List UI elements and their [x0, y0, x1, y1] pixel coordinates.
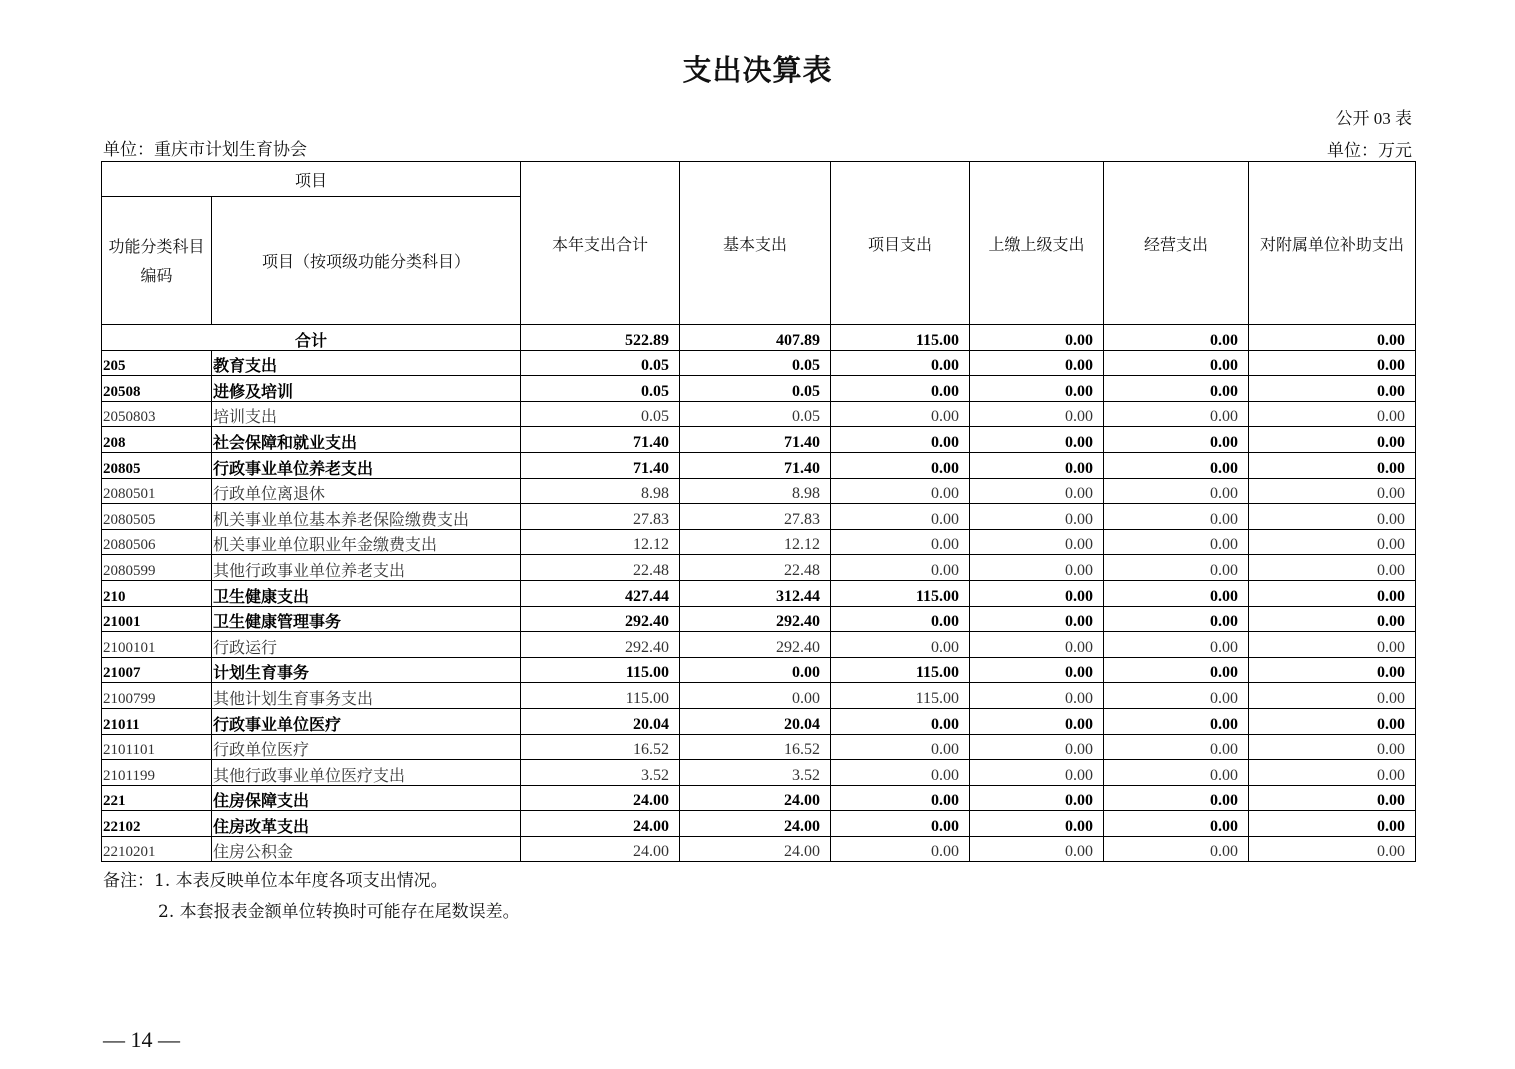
table-row — [102, 836, 1416, 862]
table-row — [102, 708, 1416, 734]
row-code: 21007 — [102, 657, 212, 683]
row-code: 21001 — [102, 606, 212, 632]
table-row — [102, 555, 1416, 581]
row-value: 0.00 — [970, 350, 1104, 376]
header-name: 项目（按项级功能分类科目） — [212, 197, 521, 325]
row-value: 0.00 — [1104, 478, 1249, 504]
table-row — [102, 427, 1416, 453]
row-code: 210 — [102, 580, 212, 606]
table-row — [102, 657, 1416, 683]
row-value: 0.00 — [831, 836, 970, 862]
note-1: 备注：1. 本表反映单位本年度各项支出情况。 — [103, 871, 448, 891]
row-value: 0.00 — [831, 529, 970, 555]
row-value: 22.48 — [521, 555, 680, 581]
row-code: 20508 — [102, 376, 212, 402]
row-value: 0.00 — [970, 452, 1104, 478]
header-subsidy: 对附属单位补助支出 — [1249, 162, 1416, 325]
header-business: 经营支出 — [1104, 162, 1249, 325]
table-row — [102, 683, 1416, 709]
row-value: 0.00 — [831, 760, 970, 786]
total-value: 0.00 — [1249, 325, 1416, 351]
row-code: 205 — [102, 350, 212, 376]
header-total: 本年支出合计 — [521, 162, 680, 325]
row-name: 教育支出 — [212, 350, 521, 376]
row-value: 0.00 — [1249, 760, 1416, 786]
row-value: 0.00 — [831, 555, 970, 581]
row-value: 0.00 — [831, 504, 970, 530]
table-row — [102, 529, 1416, 555]
row-name: 行政单位医疗 — [212, 734, 521, 760]
row-value: 22.48 — [680, 555, 831, 581]
row-value: 0.00 — [970, 478, 1104, 504]
row-value: 0.00 — [1104, 708, 1249, 734]
row-value: 0.00 — [1104, 350, 1249, 376]
row-value: 71.40 — [680, 452, 831, 478]
row-code: 2080505 — [102, 504, 212, 530]
row-value: 115.00 — [521, 683, 680, 709]
row-value: 0.00 — [1104, 504, 1249, 530]
row-value: 71.40 — [521, 427, 680, 453]
row-value: 24.00 — [680, 785, 831, 811]
row-value: 292.40 — [680, 632, 831, 658]
row-name: 其他行政事业单位养老支出 — [212, 555, 521, 581]
currency-unit: 单位：万元 — [1327, 141, 1412, 160]
table-row — [102, 504, 1416, 530]
row-value: 0.00 — [831, 708, 970, 734]
row-value: 0.00 — [831, 734, 970, 760]
row-value: 0.00 — [831, 478, 970, 504]
row-name: 其他计划生育事务支出 — [212, 683, 521, 709]
row-value: 427.44 — [521, 580, 680, 606]
row-value: 0.00 — [1104, 683, 1249, 709]
row-value: 0.00 — [1104, 811, 1249, 837]
row-value: 0.00 — [1104, 452, 1249, 478]
row-value: 0.00 — [831, 606, 970, 632]
row-value: 0.00 — [1104, 606, 1249, 632]
row-value: 20.04 — [680, 708, 831, 734]
row-code: 2100101 — [102, 632, 212, 658]
row-name: 机关事业单位基本养老保险缴费支出 — [212, 504, 521, 530]
row-value: 0.00 — [680, 657, 831, 683]
row-value: 0.00 — [1249, 376, 1416, 402]
row-value: 0.00 — [1249, 350, 1416, 376]
header-project: 项目 — [102, 162, 521, 197]
total-value: 522.89 — [521, 325, 680, 351]
row-value: 292.40 — [521, 606, 680, 632]
row-value: 24.00 — [680, 836, 831, 862]
row-value: 0.00 — [970, 708, 1104, 734]
table-row — [102, 760, 1416, 786]
row-value: 0.00 — [831, 350, 970, 376]
total-value: 0.00 — [1104, 325, 1249, 351]
total-value: 0.00 — [970, 325, 1104, 351]
row-code: 2100799 — [102, 683, 212, 709]
row-value: 0.00 — [1104, 734, 1249, 760]
row-value: 0.00 — [1249, 785, 1416, 811]
row-value: 0.00 — [970, 632, 1104, 658]
row-name: 卫生健康支出 — [212, 580, 521, 606]
row-value: 71.40 — [521, 452, 680, 478]
row-value: 0.00 — [1249, 632, 1416, 658]
row-value: 115.00 — [521, 657, 680, 683]
row-name: 机关事业单位职业年金缴费支出 — [212, 529, 521, 555]
row-value: 0.00 — [1249, 452, 1416, 478]
table-row — [102, 452, 1416, 478]
row-code: 221 — [102, 785, 212, 811]
row-value: 0.00 — [970, 376, 1104, 402]
row-value: 0.00 — [1249, 811, 1416, 837]
row-value: 27.83 — [521, 504, 680, 530]
note-2: 2. 本套报表金额单位转换时可能存在尾数误差。 — [158, 902, 520, 922]
row-value: 0.00 — [1104, 836, 1249, 862]
row-name: 住房保障支出 — [212, 785, 521, 811]
table-row — [102, 376, 1416, 402]
row-value: 0.00 — [970, 580, 1104, 606]
row-value: 0.00 — [1249, 657, 1416, 683]
row-value: 0.00 — [831, 785, 970, 811]
row-value: 0.00 — [831, 427, 970, 453]
row-code: 2210201 — [102, 836, 212, 862]
row-value: 0.00 — [1249, 606, 1416, 632]
row-value: 0.00 — [831, 376, 970, 402]
row-value: 0.00 — [1249, 529, 1416, 555]
row-value: 0.00 — [1104, 401, 1249, 427]
table-row — [102, 734, 1416, 760]
row-value: 0.00 — [1249, 580, 1416, 606]
row-code: 208 — [102, 427, 212, 453]
row-value: 115.00 — [831, 657, 970, 683]
row-name: 行政单位离退休 — [212, 478, 521, 504]
row-value: 0.00 — [1249, 683, 1416, 709]
row-value: 16.52 — [680, 734, 831, 760]
row-value: 0.00 — [831, 452, 970, 478]
table-row — [102, 785, 1416, 811]
row-name: 计划生育事务 — [212, 657, 521, 683]
row-value: 0.00 — [1104, 785, 1249, 811]
row-value: 12.12 — [521, 529, 680, 555]
row-value: 0.00 — [970, 785, 1104, 811]
total-row — [102, 325, 1416, 351]
row-value: 0.00 — [970, 734, 1104, 760]
row-value: 312.44 — [680, 580, 831, 606]
row-value: 0.05 — [521, 401, 680, 427]
row-value: 0.00 — [1249, 734, 1416, 760]
row-value: 3.52 — [680, 760, 831, 786]
row-value: 0.00 — [970, 760, 1104, 786]
row-value: 0.00 — [1249, 708, 1416, 734]
total-value: 407.89 — [680, 325, 831, 351]
row-name: 行政运行 — [212, 632, 521, 658]
row-value: 0.00 — [1104, 632, 1249, 658]
row-name: 行政事业单位医疗 — [212, 708, 521, 734]
row-value: 0.00 — [1104, 555, 1249, 581]
row-code: 2080506 — [102, 529, 212, 555]
row-value: 0.00 — [970, 427, 1104, 453]
row-value: 0.00 — [1104, 760, 1249, 786]
table-row — [102, 478, 1416, 504]
header-code: 功能分类科目编码 — [102, 197, 212, 325]
row-value: 0.00 — [680, 683, 831, 709]
row-value: 0.00 — [1104, 580, 1249, 606]
row-value: 24.00 — [521, 811, 680, 837]
row-name: 培训支出 — [212, 401, 521, 427]
row-value: 0.00 — [970, 811, 1104, 837]
row-value: 292.40 — [680, 606, 831, 632]
row-value: 24.00 — [521, 836, 680, 862]
row-value: 0.00 — [1249, 836, 1416, 862]
table-row — [102, 580, 1416, 606]
row-code: 21011 — [102, 708, 212, 734]
row-value: 0.00 — [831, 401, 970, 427]
row-code: 20805 — [102, 452, 212, 478]
row-name: 其他行政事业单位医疗支出 — [212, 760, 521, 786]
row-value: 0.00 — [970, 836, 1104, 862]
row-name: 行政事业单位养老支出 — [212, 452, 521, 478]
row-value: 0.05 — [680, 401, 831, 427]
row-value: 115.00 — [831, 683, 970, 709]
row-value: 0.00 — [1249, 427, 1416, 453]
row-value: 0.05 — [521, 376, 680, 402]
row-value: 0.00 — [1104, 657, 1249, 683]
row-value: 0.00 — [1249, 555, 1416, 581]
row-value: 0.00 — [831, 632, 970, 658]
row-value: 24.00 — [680, 811, 831, 837]
row-value: 8.98 — [680, 478, 831, 504]
row-name: 进修及培训 — [212, 376, 521, 402]
page-number: — 14 — — [103, 1027, 180, 1052]
row-value: 0.05 — [521, 350, 680, 376]
total-label: 合计 — [102, 325, 521, 351]
organization-unit: 单位：重庆市计划生育协会 — [103, 140, 307, 159]
row-value: 24.00 — [521, 785, 680, 811]
expenditure-table — [101, 161, 1416, 862]
form-number: 公开 03 表 — [1335, 109, 1412, 128]
row-value: 0.00 — [970, 504, 1104, 530]
row-value: 0.00 — [970, 529, 1104, 555]
row-code: 2101199 — [102, 760, 212, 786]
row-value: 3.52 — [521, 760, 680, 786]
row-name: 卫生健康管理事务 — [212, 606, 521, 632]
row-value: 0.00 — [1249, 401, 1416, 427]
row-value: 12.12 — [680, 529, 831, 555]
table-row — [102, 350, 1416, 376]
row-value: 0.00 — [970, 657, 1104, 683]
row-name: 住房公积金 — [212, 836, 521, 862]
row-value: 0.00 — [831, 811, 970, 837]
row-value: 16.52 — [521, 734, 680, 760]
row-name: 住房改革支出 — [212, 811, 521, 837]
row-code: 22102 — [102, 811, 212, 837]
page-title: 支出决算表 — [682, 53, 833, 87]
header-basic: 基本支出 — [680, 162, 831, 325]
row-name: 社会保障和就业支出 — [212, 427, 521, 453]
row-value: 0.00 — [970, 683, 1104, 709]
row-value: 0.00 — [970, 555, 1104, 581]
table-row — [102, 632, 1416, 658]
row-value: 0.00 — [970, 401, 1104, 427]
table-row — [102, 811, 1416, 837]
header-upper-level: 上缴上级支出 — [970, 162, 1104, 325]
row-code: 2050803 — [102, 401, 212, 427]
row-value: 0.00 — [1104, 427, 1249, 453]
row-value: 0.05 — [680, 376, 831, 402]
row-value: 0.00 — [1249, 504, 1416, 530]
table-row — [102, 401, 1416, 427]
row-value: 0.00 — [1104, 376, 1249, 402]
header-project-expense: 项目支出 — [831, 162, 970, 325]
row-value: 71.40 — [680, 427, 831, 453]
row-value: 0.00 — [1104, 529, 1249, 555]
total-value: 115.00 — [831, 325, 970, 351]
row-value: 0.00 — [970, 606, 1104, 632]
row-code: 2101101 — [102, 734, 212, 760]
row-code: 2080599 — [102, 555, 212, 581]
row-value: 8.98 — [521, 478, 680, 504]
row-value: 115.00 — [831, 580, 970, 606]
row-code: 2080501 — [102, 478, 212, 504]
table-row — [102, 606, 1416, 632]
row-value: 0.00 — [1249, 478, 1416, 504]
row-value: 20.04 — [521, 708, 680, 734]
row-value: 0.05 — [680, 350, 831, 376]
row-value: 27.83 — [680, 504, 831, 530]
row-value: 292.40 — [521, 632, 680, 658]
